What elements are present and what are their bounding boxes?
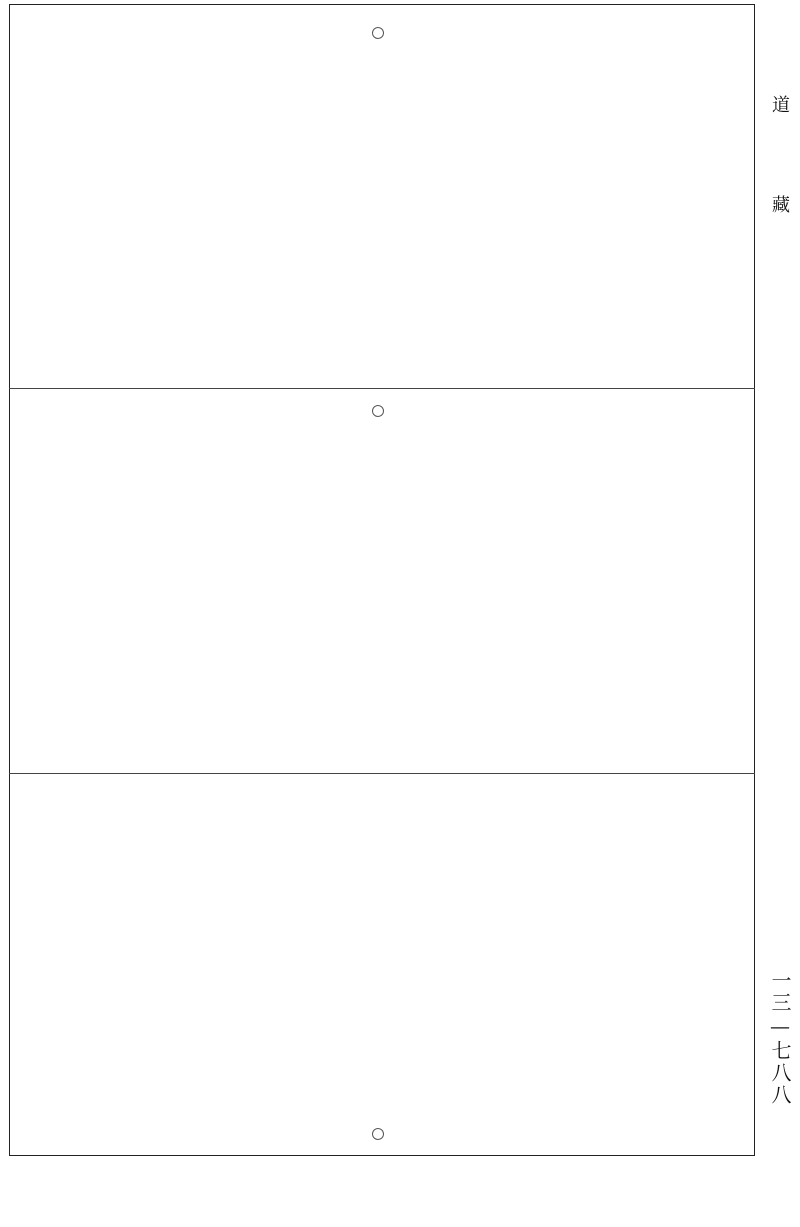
register-divider-1: [9, 388, 755, 389]
canon-label: 道 藏: [769, 95, 790, 245]
page-number: 一三—七八八: [768, 970, 792, 1106]
binding-hole: [372, 405, 384, 417]
register-divider-2: [9, 773, 755, 774]
page-frame: [9, 4, 755, 1156]
binding-hole: [372, 27, 384, 39]
binding-hole: [372, 1128, 384, 1140]
